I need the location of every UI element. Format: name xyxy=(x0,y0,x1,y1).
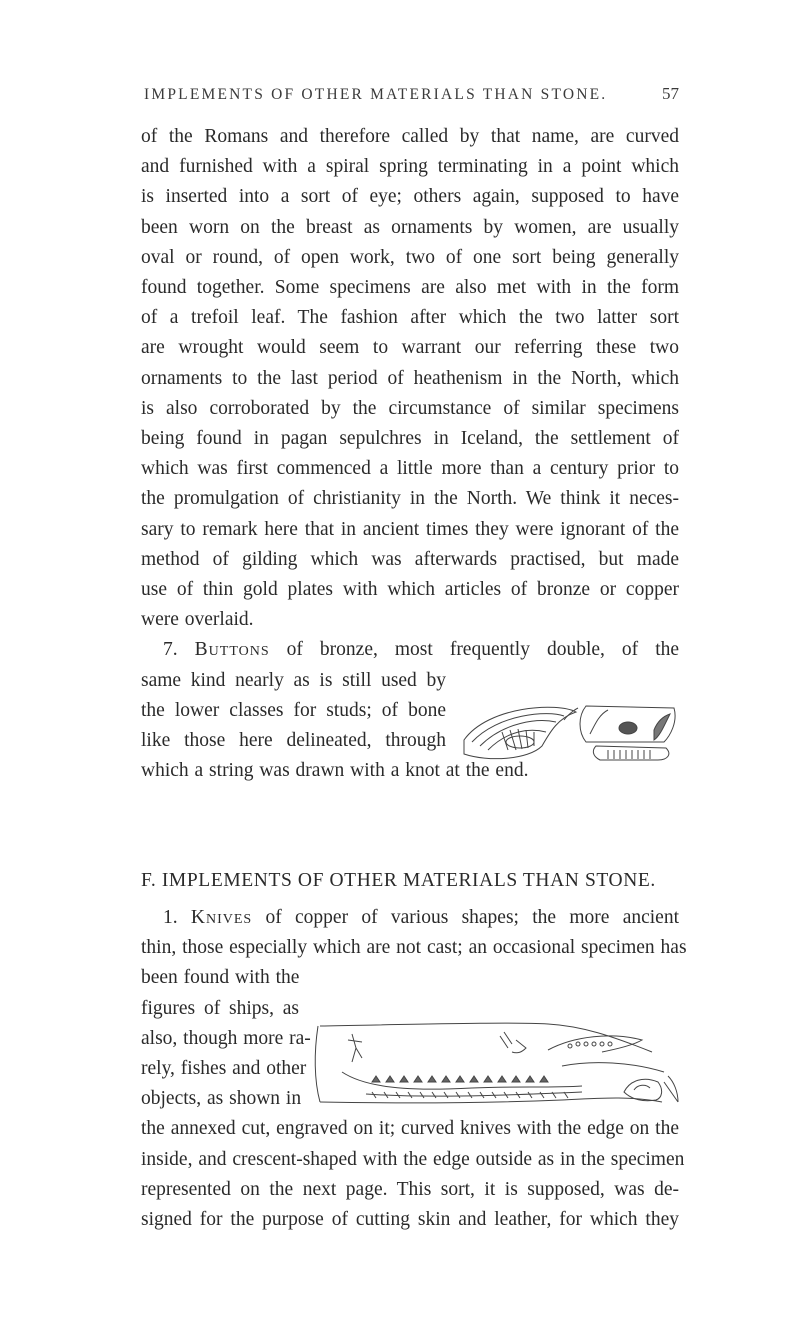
text-line: the promulgation of christianity in the North. We think it neces- xyxy=(141,488,679,510)
text-line: is inserted into a sort of eye; others again, supposed to have xyxy=(141,186,679,208)
item-number: 7. xyxy=(163,639,178,661)
knives-paragraph-first-line xyxy=(141,903,679,933)
bone-buttons-icon xyxy=(458,702,680,764)
text-line: being found in pagan sepulchres in Iceland, the settlement of xyxy=(141,428,679,450)
text-line: same kind nearly as is still used by xyxy=(141,669,446,691)
running-title: IMPLEMENTS OF OTHER MATERIALS THAN STONE. xyxy=(144,86,608,103)
section-heading: F. IMPLEMENTS OF OTHER MATERIALS THAN STONE. xyxy=(141,870,656,891)
text-line: figures of ships, as xyxy=(141,997,299,1019)
text-line: thin, those especially which are not cast; an occasional specimen has xyxy=(141,937,687,959)
text-line: been worn on the breast as ornaments by women, are usually xyxy=(141,216,679,238)
text-line: which was first commenced a little more than a century prior to xyxy=(141,458,679,480)
text-line: sary to remark here that in ancient times they were ignorant of the xyxy=(141,518,679,540)
text-fragment: of bronze, most frequently double, of the xyxy=(286,639,680,661)
text-line: method of gilding which was afterwards practised, but made xyxy=(141,548,679,570)
text-line: ornaments to the last period of heathenism in the North, which xyxy=(141,367,679,389)
text-line: represented on the next page. This sort, it is supposed, was de- xyxy=(141,1178,679,1200)
text-line: were overlaid. xyxy=(141,609,254,631)
text-line: like those here delineated, through xyxy=(141,730,446,752)
text-line: which a string was drawn with a knot at the end. xyxy=(141,760,529,782)
text-line: use of thin gold plates with which articles of bronze or copper xyxy=(141,579,679,601)
text-line: are wrought would seem to warrant our referring these two xyxy=(141,337,679,359)
text-line: and furnished with a spiral spring terminating in a point which xyxy=(141,156,679,178)
text-line: been found with the xyxy=(141,967,300,989)
item-term: Buttons xyxy=(194,639,270,661)
text-line: found together. Some specimens are also met with in the form xyxy=(141,277,679,299)
item-term: Knives xyxy=(190,907,253,928)
text-fragment: of copper of various shapes; the more ancient xyxy=(265,907,679,928)
text-line: of the Romans and therefore called by that name, are curved xyxy=(141,126,679,147)
text-line: also, though more ra- xyxy=(141,1027,311,1049)
body-text xyxy=(141,122,679,786)
text-line: the annexed cut, engraved on it; curved knives with the edge on the xyxy=(141,1118,679,1140)
item-number: 1. xyxy=(163,907,178,928)
text-line: the lower classes for studs; of bone xyxy=(141,699,446,721)
page-number: 57 xyxy=(662,84,679,103)
text-line: rely, fishes and other xyxy=(141,1058,307,1080)
buttons-paragraph-first-line xyxy=(141,635,679,665)
text-line: oval or round, of open work, two of one sort being generally xyxy=(141,246,679,268)
text-line: inside, and crescent-shaped with the edge outside as in the specimen xyxy=(141,1148,685,1170)
text-line: objects, as shown in xyxy=(141,1088,302,1110)
engraved-knife-icon xyxy=(312,1022,684,1106)
text-line: of a trefoil leaf. The fashion after which the two latter sort xyxy=(141,307,679,329)
text-line: signed for the purpose of cutting skin and leather, for which they xyxy=(141,1209,679,1231)
text-line: is also corroborated by the circumstance of similar specimens xyxy=(141,397,679,419)
